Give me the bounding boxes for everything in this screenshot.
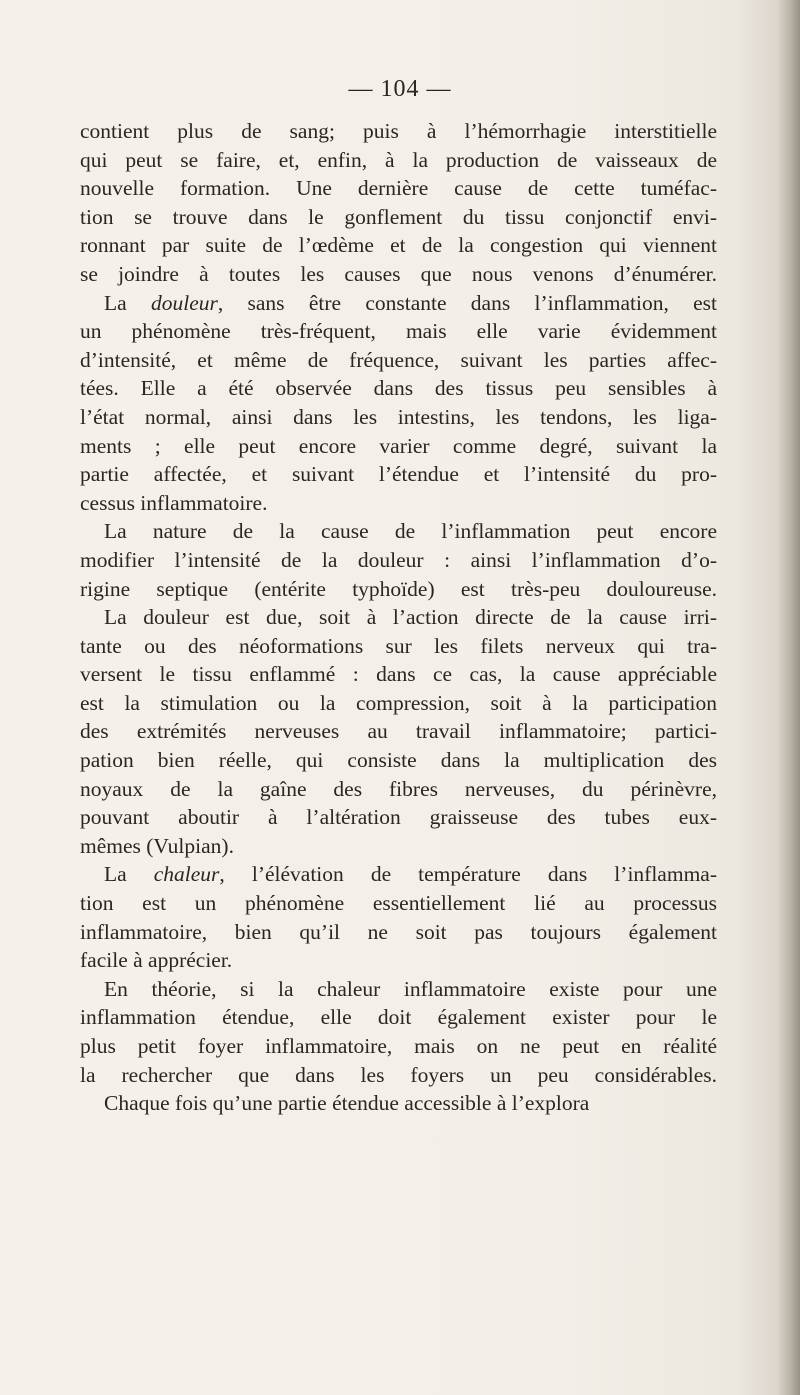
text-line: un phénomène très-fréquent, mais elle varie évidemment <box>80 319 717 344</box>
text-line: se joindre à toutes les causes que nous venons d’énumérer. <box>80 261 717 286</box>
text-line: mêmes (Vulpian). <box>80 833 234 858</box>
text-line: facile à apprécier. <box>80 948 233 973</box>
italic-term: chaleur <box>153 862 220 887</box>
text-line: contient plus de sang; puis à l’hémorrhagie interstitielle <box>80 119 717 143</box>
text-line: modifier l’intensité de la douleur : ainsi l’inflammation d’o- <box>80 547 717 572</box>
text-line: pation bien réelle, qui consiste dans la multiplication des <box>80 748 717 773</box>
text-line: inflammatoire, bien qu’il ne soit pas toujours également <box>80 919 717 944</box>
text-line: La douleur est due, soit à l’action directe de la cause irri- <box>104 605 717 630</box>
text-line: des extrémités nerveuses au travail inflammatoire; partici- <box>80 719 717 744</box>
text-line: est la stimulation ou la compression, soit à la participation <box>80 690 717 715</box>
text-line: tées. Elle a été observée dans des tissus peu sensibles à <box>80 376 717 401</box>
text-line: partie affectée, et suivant l’étendue et l’intensité du pro- <box>80 462 717 487</box>
text-line: Chaque fois qu’une partie étendue accessible à l’explora <box>104 1091 590 1116</box>
page-edge-shadow <box>778 0 800 1395</box>
text-line: plus petit foyer inflammatoire, mais on ne peut en réalité <box>80 1034 717 1058</box>
italic-term: douleur <box>150 290 218 315</box>
body-text <box>80 117 717 1118</box>
text-line: cessus inflammatoire. <box>80 490 268 515</box>
text-line: l’état normal, ainsi dans les intestins, les tendons, les liga- <box>80 404 717 429</box>
text-line: noyaux de la gaîne des fibres nerveuses, du périnèvre, <box>80 776 717 801</box>
text-line: La chaleur, l’élévation de température dans l’inflamma- <box>104 862 717 887</box>
text-line: pouvant aboutir à l’altération graisseuse des tubes eux- <box>80 805 717 830</box>
text-line: tion est un phénomène essentiellement lié au processus <box>80 891 717 916</box>
text-line: ments ; elle peut encore varier comme degré, suivant la <box>80 433 717 458</box>
text-line: nouvelle formation. Une dernière cause de cette tuméfac- <box>80 176 717 201</box>
text-line: inflammation étendue, elle doit également exister pour le <box>80 1005 717 1030</box>
text-line: versent le tissu enflammé : dans ce cas, la cause appréciable <box>80 662 717 687</box>
text-line: tante ou des néoformations sur les filets nerveux qui tra- <box>80 633 717 658</box>
text-line: rigine septique (entérite typhoïde) est très-peu douloureuse. <box>80 576 717 601</box>
text-line: En théorie, si la chaleur inflammatoire existe pour une <box>104 976 717 1001</box>
page-number-header: — 104 — <box>348 76 452 102</box>
text-line: qui peut se faire, et, enfin, à la production de vaisseaux de <box>80 147 717 172</box>
text-line: d’intensité, et même de fréquence, suivant les parties affec- <box>80 347 717 372</box>
text-line: la rechercher que dans les foyers un peu considérables. <box>80 1062 717 1087</box>
text-line: ronnant par suite de l’œdème et de la congestion qui viennent <box>80 233 717 258</box>
text-line: La nature de la cause de l’inflammation peut encore <box>104 519 717 544</box>
text-line: tion se trouve dans le gonflement du tissu conjonctif envi- <box>80 204 717 229</box>
text-line: La douleur, sans être constante dans l’inflammation, est <box>104 290 717 315</box>
